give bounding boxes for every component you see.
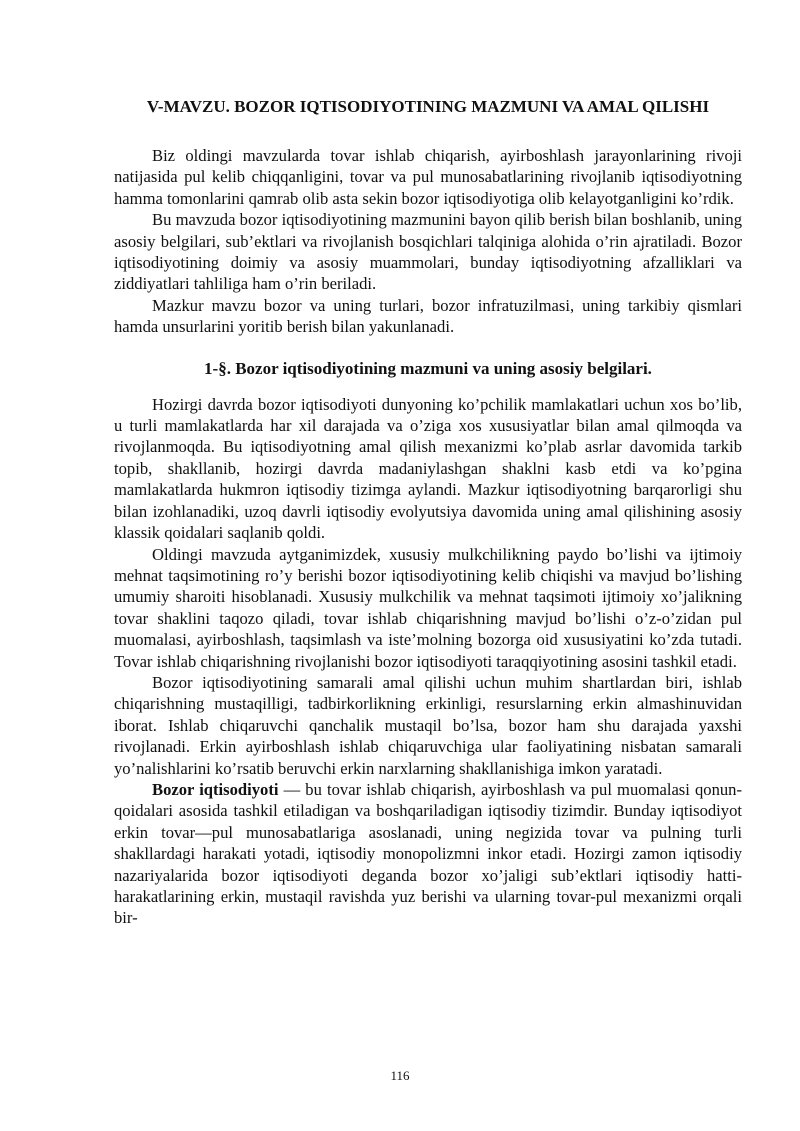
section-paragraph: Hozirgi davrda bozor iqtisodiyoti dunyoning ko’pchilik mamlakatlari uchun xos bo’lib, u turli mamlakatlarda har xil darajada va o’ziga xos xususiyatlar bilan amal qilmoqda va rivojlanmoqda. Bu iqtisodiyotning amal qilish mexanizmi ko’plab asrlar davomida tarkib topib, shakllanib, hozirgi davrda madaniylashgan shaklni kasb etdi va ko’pgina mamlakatlarda hukmron iqtisodiy tizimga aylandi. Mazkur iqtisodiyotning barqarorligi shu bilan izohlanadiki, uzoq davrli iqtisodiy evolyutsiya davomida uning amal qilishining asosiy klassik qoidalari saqlanib qoldi.: [114, 394, 742, 543]
section-paragraph: Bozor iqtisodiyotining samarali amal qilishi uchun muhim shartlardan biri, ishlab chiqarishning mustaqilligi, tadbirkorlikning erkinligi, resurslarning erkin almashinuvidan iborat. Ishlab chiqaruvchi qanchalik mustaqil bo’lsa, bozor ham shu darajada yaxshi rivojlanadi. Erkin ayirboshlash ishlab chiqaruvchiga ular faoliyatining nisbatan samarali yo’nalishlarini ko’rsatib beruvchi erkin narxlarning shakllanishiga imkon yaratadi.: [114, 672, 742, 778]
definition-paragraph: [114, 779, 742, 929]
page-number: 116: [390, 1068, 410, 1083]
section-paragraph: Oldingi mavzuda aytganimizdek, xususiy mulkchilikning paydo bo’lishi va ijtimoiy mehnat taqsimotining ro’y berishi bozor iqtisodiyotining kelib chiqishi va mavjud bo’lishing umumiy sharoiti hisoblanadi. Xususiy mulkchilik va mehnat taqsimoti ijtimoiy xo’jalikning tovar shaklini taqozo qiladi, tovar ishlab chiqarishning mavjud bo’lishi o’z-o’zidan pul muomalasi, ayirboshlash, taqsimlash va iste’molning bozorga oid xususiyatini ko’zda tutadi. Tovar ishlab chiqarishning rivojlanishi bozor iqtisodiyoti taraqqiyotining asosini tashkil etadi.: [114, 544, 742, 671]
definition-term: Bozor iqtisodiyoti: [152, 779, 279, 799]
chapter-title: V-MAVZU. BOZOR IQTISODIYOTINING MAZMUNI VA AMAL QILISHI: [146, 97, 710, 116]
section-title: 1-§. Bozor iqtisodiyotining mazmuni va uning asosiy belgilari.: [204, 358, 652, 378]
intro-paragraph: Bu mavzuda bozor iqtisodiyotining mazmunini bayon qilib berish bilan boshlanib, uning asosiy belgilari, sub’ektlari va rivojlanish bosqichlari talqiniga alohida o’rin ajratiladi. Bozor iqtisodiyotining doimiy va asosiy muammolari, bunday iqtisodiyotning afzalliklari va ziddiyatlari tahliliga ham o’rin beriladi.: [114, 210, 742, 294]
document-page: [114, 96, 742, 929]
intro-paragraph: Mazkur mavzu bozor va uning turlari, bozor infratuzilmasi, uning tarkibiy qismlari hamda unsurlarini yoritib berish bilan yakunlanadi.: [114, 295, 742, 337]
definition-text: — bu tovar ishlab chiqarish, ayirboshlash va pul muomalasi qonun-qoidalari asosida tashkil etiladigan va boshqariladigan iqtisodiy tizimdir. Bunday iqtisodiyot erkin tovar—pul munosabatlariga asoslanadi, uning negizida tovar va pulning turli shakllardagi harakati yotadi, iqtisodiy monopolizmni inkor etadi. Hozirgi zamon iqtisodiy nazariyalarida bozor iqtisodiyoti deganda bozor xo’jaligi sub’ektlari iqtisodiy hatti-harakatlarining erkin, mustaqil ravishda yuz berishi va ularning tovar-pul mexanizmi orqali bir-: [114, 779, 742, 928]
intro-paragraph: Biz oldingi mavzularda tovar ishlab chiqarish, ayirboshlash jarayonlarining rivoji natijasida pul kelib chiqqanligini, tovar va pul munosabatlarining rivojlanib iqtisodiyotning hamma tomonlarini qamrab olib asta sekin bozor iqtisodiyotiga olib kelayotganligini ko’rdik.: [114, 146, 742, 208]
